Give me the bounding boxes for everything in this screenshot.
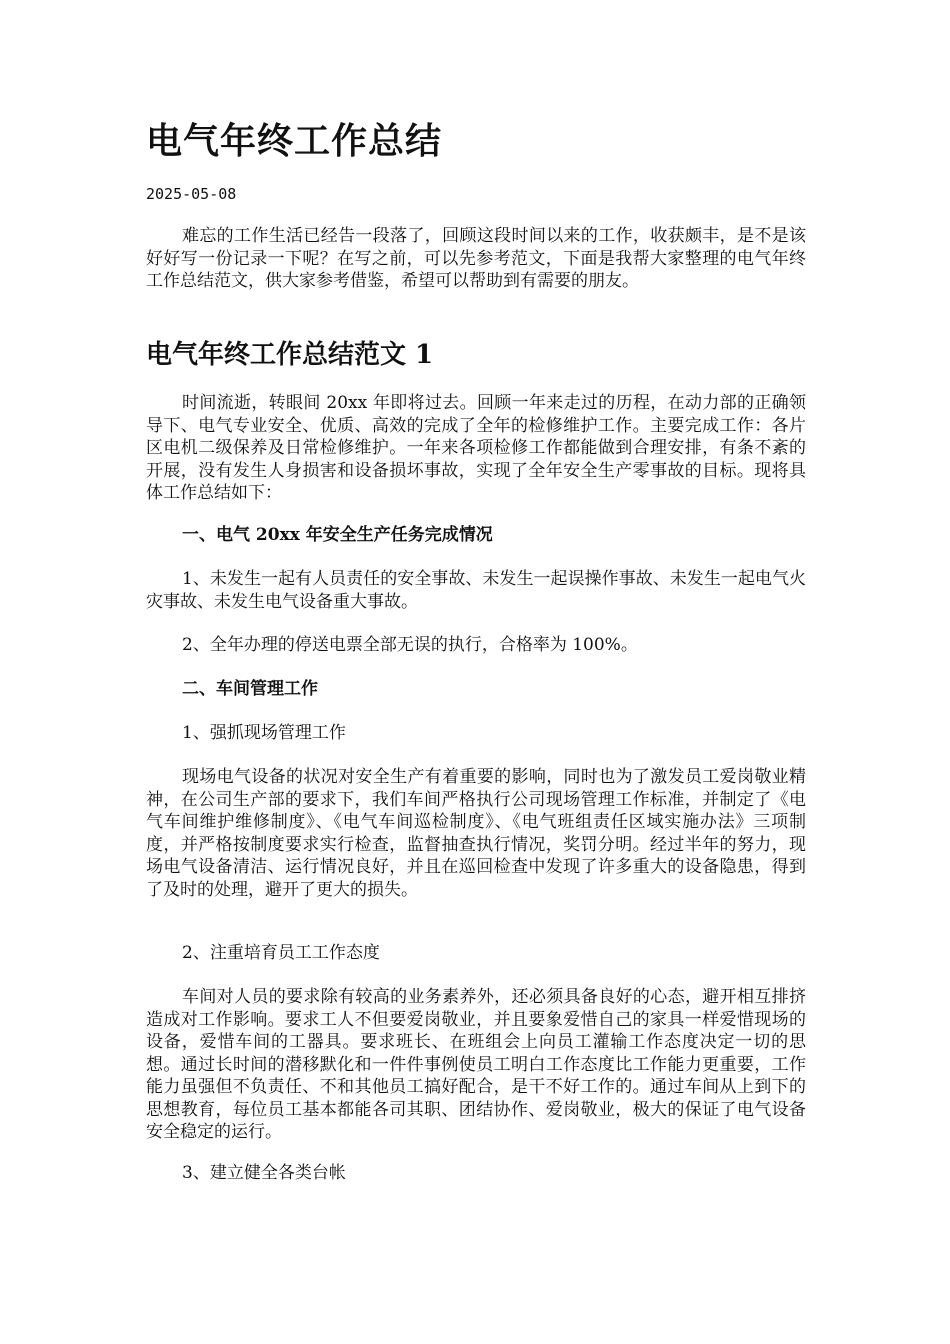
document-date: 2025-05-08 xyxy=(146,185,237,203)
subsection-heading: 二、车间管理工作 xyxy=(182,679,318,699)
section-paragraph: 现场电气设备的状况对安全生产有着重要的影响，同时也为了激发员工爱岗敬业精神，在公司生产部的要求下，我们车间严格执行公司现场管理工作标准，并制定了《电气车间维护维修制度》、《电气车间巡检制度》、《电气班组责任区域实施办法》三项制度，并严格按制度要求实行检查，监督抽查执行情况，奖罚分明。经过半年的努力，现场电气设备清洁、运行情况良好，并且在巡回检查中发现了许多重大的设备隐患，得到了及时的处理，避开了更大的损失。 xyxy=(146,767,806,900)
section-paragraph: 2、全年办理的停送电票全部无误的执行，合格率为 100%。 xyxy=(182,635,638,655)
document-title: 电气年终工作总结 xyxy=(146,120,443,162)
intro-paragraph: 难忘的工作生活已经告一段落了，回顾这段时间以来的工作，收获颇丰，是不是该好好写一份记录一下呢？在写之前，可以先参考范文，下面是我帮大家整理的电气年终工作总结范文，供大家参考借鉴，希望可以帮助到有需要的朋友。 xyxy=(146,226,806,291)
section-heading: 电气年终工作总结范文 1 xyxy=(146,340,434,370)
list-item: 3、建立健全各类台帐 xyxy=(182,1163,346,1183)
section-paragraph: 车间对人员的要求除有较高的业务素养外，还必须具备良好的心态，避开相互排挤造成对工作影响。要求工人不但要爱岗敬业，并且要象爱惜自己的家具一样爱惜现场的设备，爱惜车间的工器具。要求班长、在班组会上向员工灌输工作态度决定一切的思想。通过长时间的潜移默化和一件件事例使员工明白工作态度比工作能力更重要，工作能力虽强但不负责任、不和其他员工搞好配合，是干不好工作的。通过车间从上到下的思想教育，每位员工基本都能各司其职、团结协作、爱岗敬业，极大的保证了电气设备安全稳定的运行。 xyxy=(146,987,806,1142)
section-paragraph: 时间流逝，转眼间 20xx 年即将过去。回顾一年来走过的历程，在动力部的正确领导下、电气专业安全、优质、高效的完成了全年的检修维护工作。主要完成工作：各片区电机二级保养及日常检修维护。一年来各项检修工作都能做到合理安排，有条不紊的开展，没有发生人身损害和设备损坏事故，实现了全年安全生产零事故的目标。现将具体工作总结如下： xyxy=(146,393,806,503)
section-paragraph: 1、未发生一起有人员责任的安全事故、未发生一起误操作事故、未发生一起电气火灾事故、未发生电气设备重大事故。 xyxy=(146,569,806,612)
subsection-heading: 一、电气 20xx 年安全生产任务完成情况 xyxy=(182,525,493,545)
list-item: 2、注重培育员工工作态度 xyxy=(182,943,380,963)
list-item: 1、强抓现场管理工作 xyxy=(182,723,346,743)
